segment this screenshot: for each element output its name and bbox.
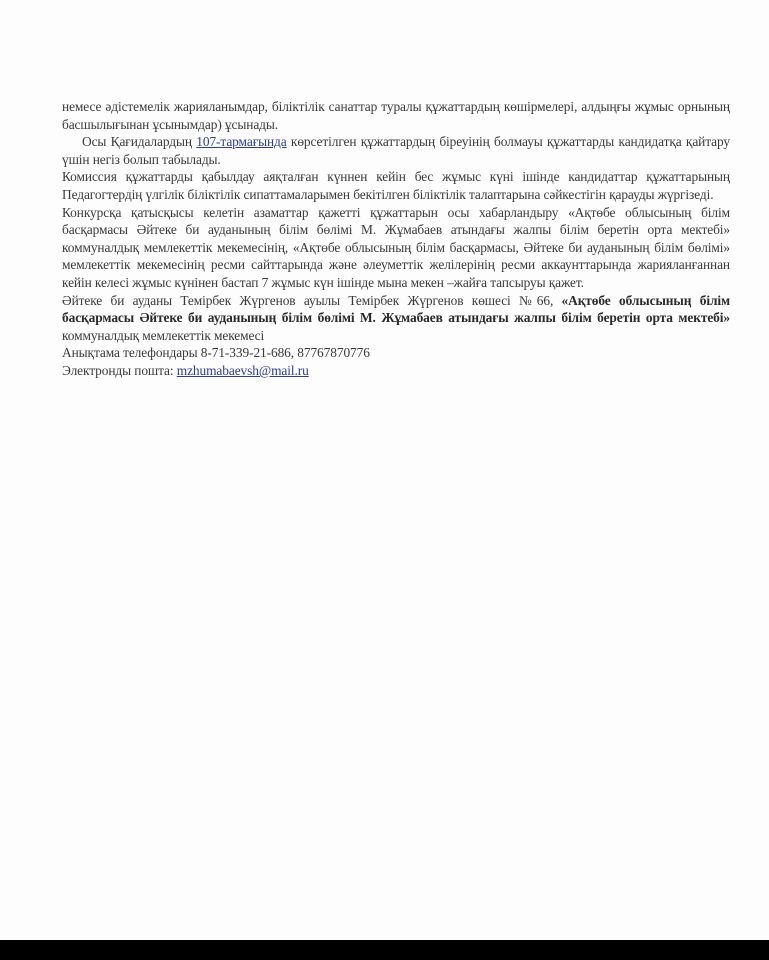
paragraph-submission-instructions: Конкурсқа қатысқысы келетін азаматтар қажетті құжаттарын осы хабарландыру «Ақтөбе облысының білім басқармасы Әйтеке би ауданының білім бөлімі М. Жұмабаев атындағы жалпы білім беретін орта мектебі» коммуналдық мемлекеттік мекемесінің, «Ақтөбе облысының білім басқармасы, Әйтеке би ауданының білім бөлімі» мемлекеттік мекемесінің ресми сайттарында және әлеуметтік желілерінің ресми аккаунттарында жарияланғаннан кейін келесі жұмыс күнінен бастап 7 жұмыс күн ішінде мына мекен –жайға тапсыруы қажет. bbox=[62, 204, 730, 290]
paragraph-text: көрсетілген құжаттардың біреуінің болмауы құжаттарды кандидатқа қайтару үшін негіз болып табылады. bbox=[62, 134, 730, 167]
institution-type: коммуналдық мемлекеттік мекемесі bbox=[62, 327, 265, 343]
paragraph-commission-review: Комиссия құжаттарды қабылдау аяқталған күннен кейін бес жұмыс күні ішінде кандидаттар құжаттарының Педагогтердің үлгілік біліктілік сипаттамаларымен бекітілген біліктілік талаптарына сәйкестігін қарауды жүргізеді. bbox=[62, 169, 730, 202]
email-label: Электронды пошта: bbox=[62, 362, 177, 378]
bottom-black-bar bbox=[0, 940, 769, 960]
paragraph-missing-documents bbox=[62, 133, 730, 168]
school-name: «Ақтөбе облысының білім басқармасы Әйтеке би ауданының білім бөлімі М. Жұмабаев атындағы жалпы білім беретін орта мектебі» bbox=[62, 292, 730, 326]
paragraph-text: Осы Қағидалардың bbox=[82, 134, 197, 150]
address-text: Әйтеке би ауданы Темірбек Жүргенов ауылы Темірбек Жүргенов көшесі №66, bbox=[62, 292, 562, 308]
rules-clause-link[interactable]: 107-тармағында bbox=[196, 134, 287, 150]
email-line bbox=[62, 362, 730, 380]
email-link[interactable]: mzhumabaevsh@mail.ru bbox=[176, 362, 309, 378]
phone-line: Анықтама телефондары 8-71-339-21-686, 87767870776 bbox=[62, 345, 370, 361]
document-body bbox=[62, 98, 730, 380]
paragraph-address bbox=[62, 292, 730, 345]
paragraph-documents-list-end: немесе әдістемелік жарияланымдар, біліктілік санаттар туралы құжаттардың көшірмелері, алдыңғы жұмыс орнының басшылығынан ұсынымдар) ұсынады. bbox=[62, 99, 730, 132]
